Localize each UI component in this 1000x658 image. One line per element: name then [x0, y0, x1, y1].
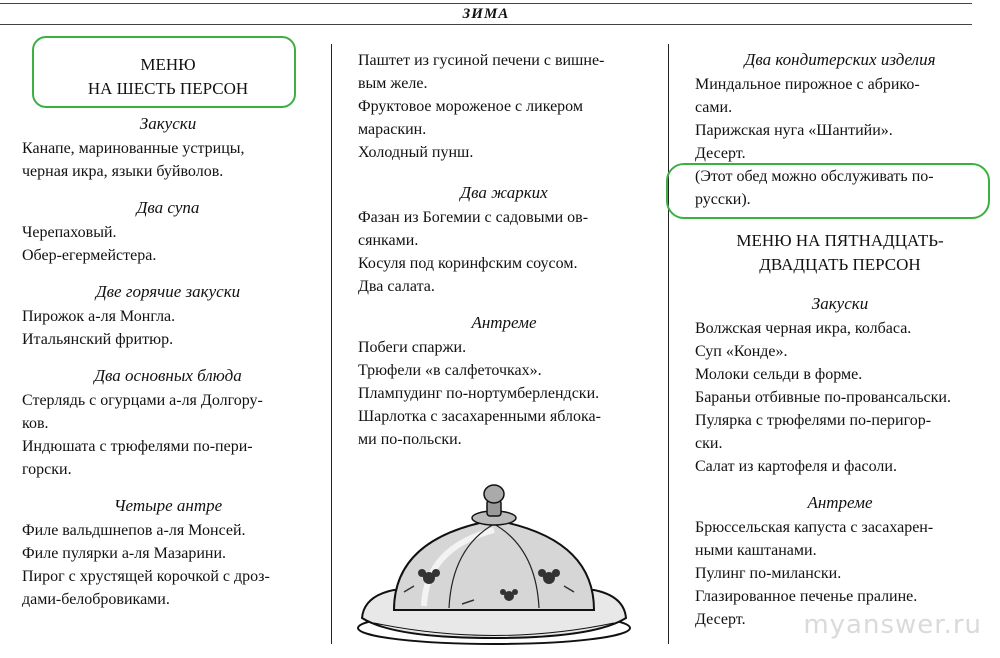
section-heading: Четыре антре: [113, 496, 223, 515]
menu-line: Молоки сельди в форме.: [695, 366, 863, 383]
column-divider-2: [668, 44, 669, 644]
section-heading: Закуски: [811, 294, 869, 313]
col2-intro: [358, 49, 650, 164]
menu-line: Парижская нуга «Шантийи».: [695, 122, 893, 139]
menu-line: Суп «Конде».: [695, 343, 788, 360]
menu-line: вым желе.: [358, 75, 428, 92]
column-2: [358, 49, 650, 451]
menu-title-line: МЕНЮ НА ПЯТНАДЦАТЬ-: [736, 231, 944, 250]
menu-line: Фруктовое мороженое с ликером: [358, 98, 583, 115]
top-rule-lower: [0, 24, 972, 25]
menu-line: Два салата.: [358, 278, 435, 295]
menu-line: Фазан из Богемии с садовыми ов-: [358, 209, 589, 226]
watermark: myanswer.ru: [803, 610, 982, 640]
menu-line: Филе пулярки а-ля Мазарини.: [22, 545, 227, 562]
menu-line: Индюшата с трюфелями по-пери-: [22, 438, 253, 455]
menu-line: ными каштанами.: [695, 542, 817, 559]
menu-line: Десерт.: [695, 611, 746, 628]
highlight-oval-title: [32, 36, 296, 108]
menu-line: Пирог с хрустящей корочкой с дроз-: [22, 568, 270, 585]
menu-line: Шарлотка с засахаренными яблока-: [358, 408, 601, 425]
menu-line: Десерт.: [695, 145, 746, 162]
menu-title-line: МЕНЮ: [140, 55, 196, 74]
column-divider-1: [331, 44, 332, 644]
col1-sections: [22, 113, 314, 611]
col3-sections-bottom: [695, 293, 985, 631]
section-heading: Антреме: [471, 313, 537, 332]
column-3: [695, 36, 985, 631]
menu-line: Миндальное пирожное с абрико-: [695, 76, 920, 93]
menu-line: Салат из картофеля и фасоли.: [695, 458, 897, 475]
menu-line: (Этот обед можно обслуживать по-: [695, 168, 934, 185]
top-rule: [0, 3, 972, 4]
menu-line: Бараньи отбивные по-провансальски.: [695, 389, 951, 406]
menu-title-line: НА ШЕСТЬ ПЕРСОН: [87, 79, 249, 98]
menu-line: ков.: [22, 415, 49, 432]
menu-line: Волжская черная икра, колбаса.: [695, 320, 912, 337]
section-heading: Два основных блюда: [94, 366, 242, 385]
menu-line: сянками.: [358, 232, 419, 249]
menu-line: Обер-егермейстера.: [22, 247, 157, 264]
section-heading: Два жарких: [460, 183, 548, 202]
menu-line: Стерлядь с огурцами а-ля Долгору-: [22, 392, 263, 409]
menu-line: Филе вальдшнепов а-ля Монсей.: [22, 522, 246, 539]
menu-title-fifteen: [695, 229, 985, 277]
menu-line: Холодный пунш.: [358, 144, 474, 161]
menu-line: Брюссельская капуста с засахарен-: [695, 519, 934, 536]
menu-line: Итальянский фритюр.: [22, 331, 174, 348]
col2-sections: [358, 182, 650, 451]
menu-line: Пулярка с трюфелями по-перигор-: [695, 412, 932, 429]
season-header: [0, 0, 1000, 26]
menu-line: дами-белобровиками.: [22, 591, 170, 608]
menu-line: Плампудинг по-нортумберлендски.: [358, 385, 600, 402]
menu-line: Трюфели «в салфеточках».: [358, 362, 542, 379]
menu-line: ски.: [695, 435, 723, 452]
menu-line: Черепаховый.: [22, 224, 117, 241]
menu-line: сами.: [695, 99, 733, 116]
menu-title-line: ДВАДЦАТЬ ПЕРСОН: [759, 255, 921, 274]
section-heading: Закуски: [139, 114, 197, 133]
menu-line: горски.: [22, 461, 72, 478]
menu-line: Пулинг по-милански.: [695, 565, 842, 582]
highlight-oval-note: [666, 163, 990, 219]
section-heading: Антреме: [807, 493, 873, 512]
menu-line: мараскин.: [358, 121, 427, 138]
menu-line: черная икра, языки буйволов.: [22, 163, 224, 180]
section-heading: Две горячие закуски: [95, 282, 241, 301]
menu-line: Глазированное печенье пралине.: [695, 588, 918, 605]
menu-line: русски).: [695, 191, 751, 208]
covered-dish-illustration: [354, 478, 634, 648]
section-heading: Два супа: [136, 198, 200, 217]
menu-line: Паштет из гусиной печени с вишне-: [358, 52, 605, 69]
section-heading: Два кондитерских изделия: [744, 50, 936, 69]
menu-line: Косуля под коринфским соусом.: [358, 255, 578, 272]
menu-line: Побеги спаржи.: [358, 339, 467, 356]
menu-line: Канапе, маринованные устрицы,: [22, 140, 245, 157]
menu-line: Пирожок а-ля Монгла.: [22, 308, 176, 325]
season-title: ЗИМА: [462, 6, 510, 22]
column-1: [22, 40, 314, 611]
menu-line: ми по-польски.: [358, 431, 462, 448]
